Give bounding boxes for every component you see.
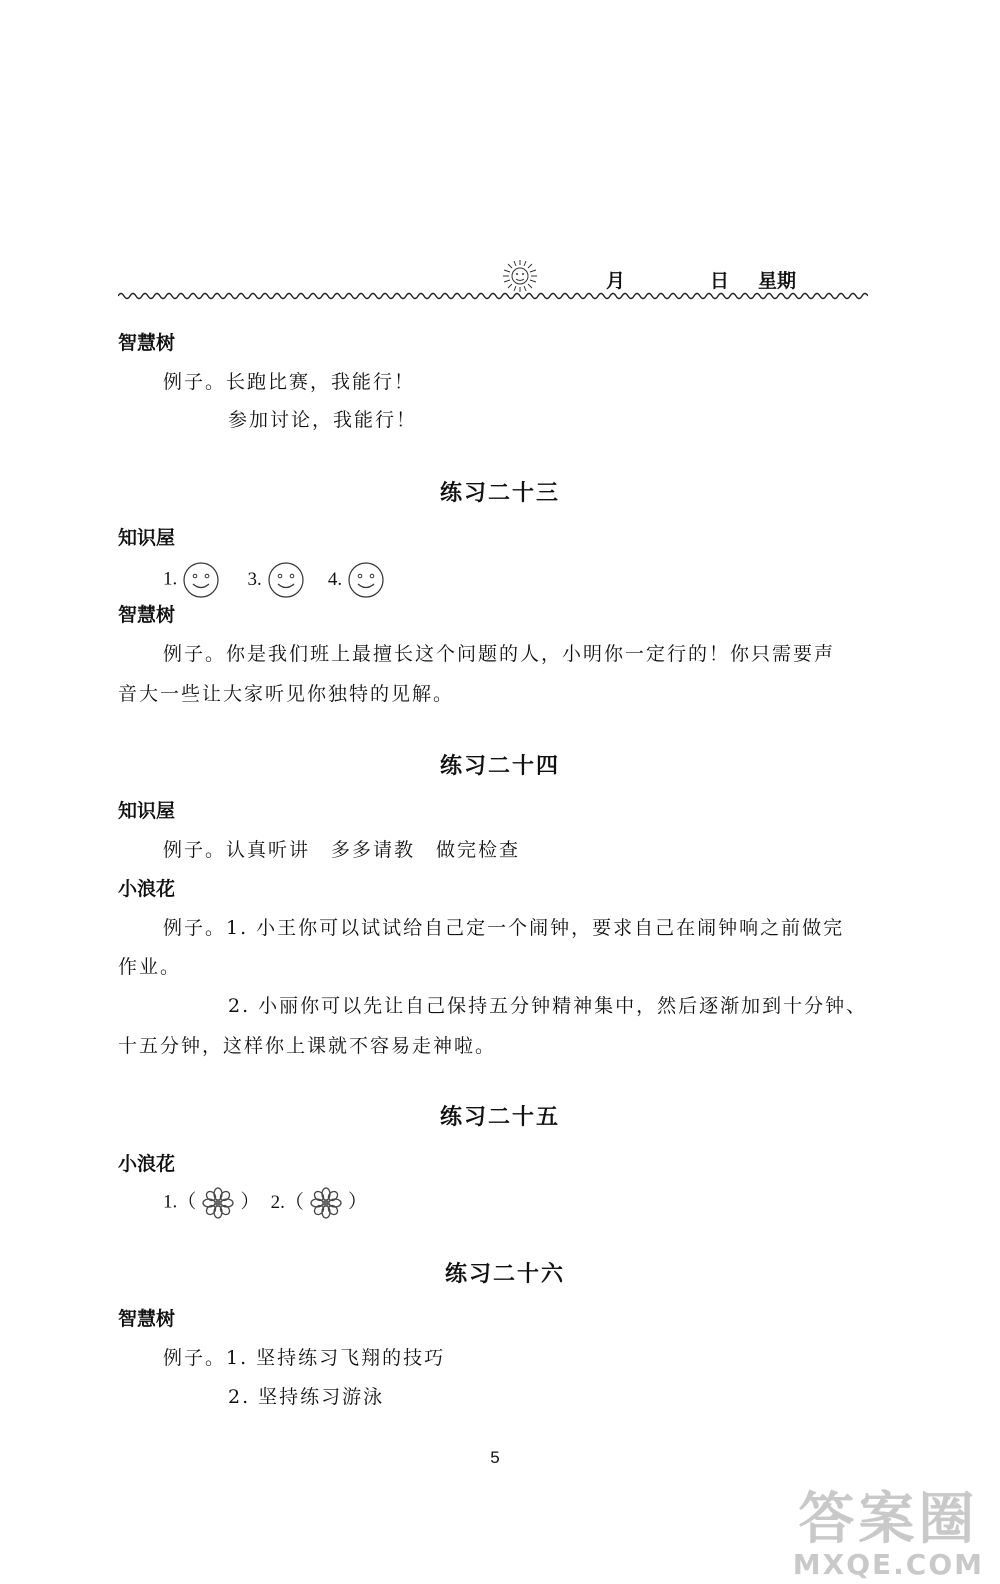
month-label: 月 — [606, 270, 626, 292]
exercise-title: 练习二十四 — [439, 754, 560, 779]
exercise-title: 练习二十三 — [439, 481, 560, 506]
text-line: 例子。你是我们班上最擅长这个问题的人，小明你一定行的！你只需要声 — [163, 643, 836, 665]
text-line: 例子。认真听讲 多多请教 做完检查 — [163, 839, 521, 861]
page-number: 5 — [490, 1448, 500, 1467]
smiley-face-icon — [267, 561, 305, 599]
flower-answers — [163, 1186, 367, 1220]
item-close: ） — [348, 1191, 368, 1213]
weekday-label: 星期 — [758, 270, 797, 292]
section-label: 智慧树 — [118, 332, 176, 354]
section-label: 小浪花 — [118, 1153, 176, 1175]
text-line: 十五分钟，这样你上课就不容易走神啦。 — [118, 1035, 497, 1057]
text-line: 例子。1. 坚持练习飞翔的技巧 — [163, 1347, 446, 1369]
date-header — [500, 258, 870, 294]
smiley-face-icon — [347, 561, 385, 599]
section-label: 智慧树 — [118, 604, 176, 626]
item-number: 1. — [163, 568, 178, 590]
item-number: 4. — [327, 568, 343, 590]
item-open: 1.（ — [163, 1191, 197, 1213]
item-number: 3. — [247, 568, 262, 590]
wavy-divider — [118, 290, 868, 302]
flower-icon — [201, 1186, 235, 1220]
text-line: 参加讨论，我能行！ — [228, 409, 418, 431]
text-line: 作业。 — [118, 956, 182, 978]
section-label: 知识屋 — [118, 800, 176, 822]
flower-icon — [309, 1186, 343, 1220]
exercise-title: 练习二十六 — [444, 1262, 565, 1287]
text-line: 例子。长跑比赛，我能行！ — [163, 371, 416, 393]
watermark-text: 答案圈 — [798, 1487, 979, 1552]
day-label: 日 — [710, 270, 730, 292]
sun-icon — [500, 258, 540, 294]
text-line: 2. 小丽你可以先让自己保持五分钟精神集中，然后逐渐加到十分钟、 — [228, 995, 868, 1017]
smiley-answers — [163, 561, 385, 599]
section-label: 小浪花 — [118, 878, 176, 900]
watermark-logo — [792, 1487, 984, 1581]
watermark-url: MXQE.COM — [792, 1548, 984, 1581]
text-line: 音大一些让大家听见你独特的见解。 — [118, 683, 455, 705]
section-label: 知识屋 — [118, 527, 176, 549]
text-line: 2. 坚持练习游泳 — [228, 1386, 385, 1408]
text-line: 例子。1. 小王你可以试试给自己定一个闹钟，要求自己在闹钟响之前做完 — [163, 917, 845, 939]
item-close: ） — [240, 1191, 260, 1213]
item-open: 2.（ — [270, 1191, 304, 1213]
section-label: 智慧树 — [118, 1308, 176, 1330]
smiley-face-icon — [182, 561, 220, 599]
exercise-title: 练习二十五 — [439, 1105, 560, 1130]
